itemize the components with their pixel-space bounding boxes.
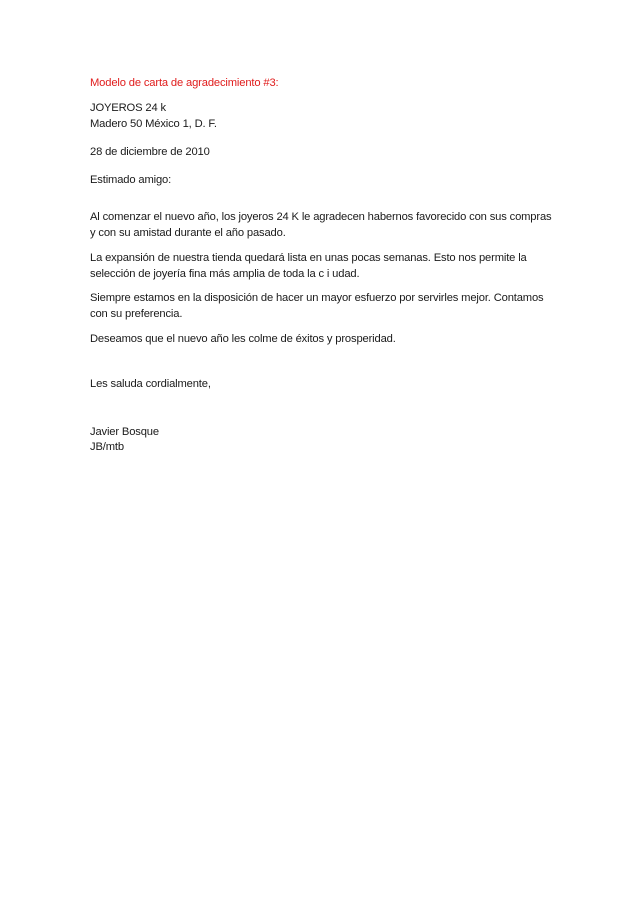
sender-address: Madero 50 México 1, D. F. xyxy=(90,118,217,130)
paragraph-3-line-2: con su preferencia. xyxy=(90,308,183,320)
paragraph-2-line-1: La expansión de nuestra tienda quedará lista en unas pocas semanas. Esto nos permite la xyxy=(90,252,527,264)
greeting: Estimado amigo: xyxy=(90,174,172,186)
paragraph-4-line-1: Deseamos que el nuevo año les colme de éxitos y prosperidad. xyxy=(90,333,396,345)
closing: Les saluda cordialmente, xyxy=(90,378,211,390)
signature-name: Javier Bosque xyxy=(90,426,159,438)
paragraph-1-line-1: Al comenzar el nuevo año, los joyeros 24 K le agradecen habernos favorecido con sus compras xyxy=(90,211,552,223)
letter-title: Modelo de carta de agradecimiento #3: xyxy=(90,77,279,89)
paragraph-2-line-2: selección de joyería fina más amplia de toda la c i udad. xyxy=(90,268,360,280)
paragraph-1-line-2: y con su amistad durante el año pasado. xyxy=(90,227,286,239)
paragraph-3-line-1: Siempre estamos en la disposición de hacer un mayor esfuerzo por servirles mejor. Contamos xyxy=(90,292,544,304)
letter-date: 28 de diciembre de 2010 xyxy=(90,146,210,158)
signature-initials: JB/mtb xyxy=(90,441,124,453)
sender-name: JOYEROS 24 k xyxy=(90,102,166,114)
